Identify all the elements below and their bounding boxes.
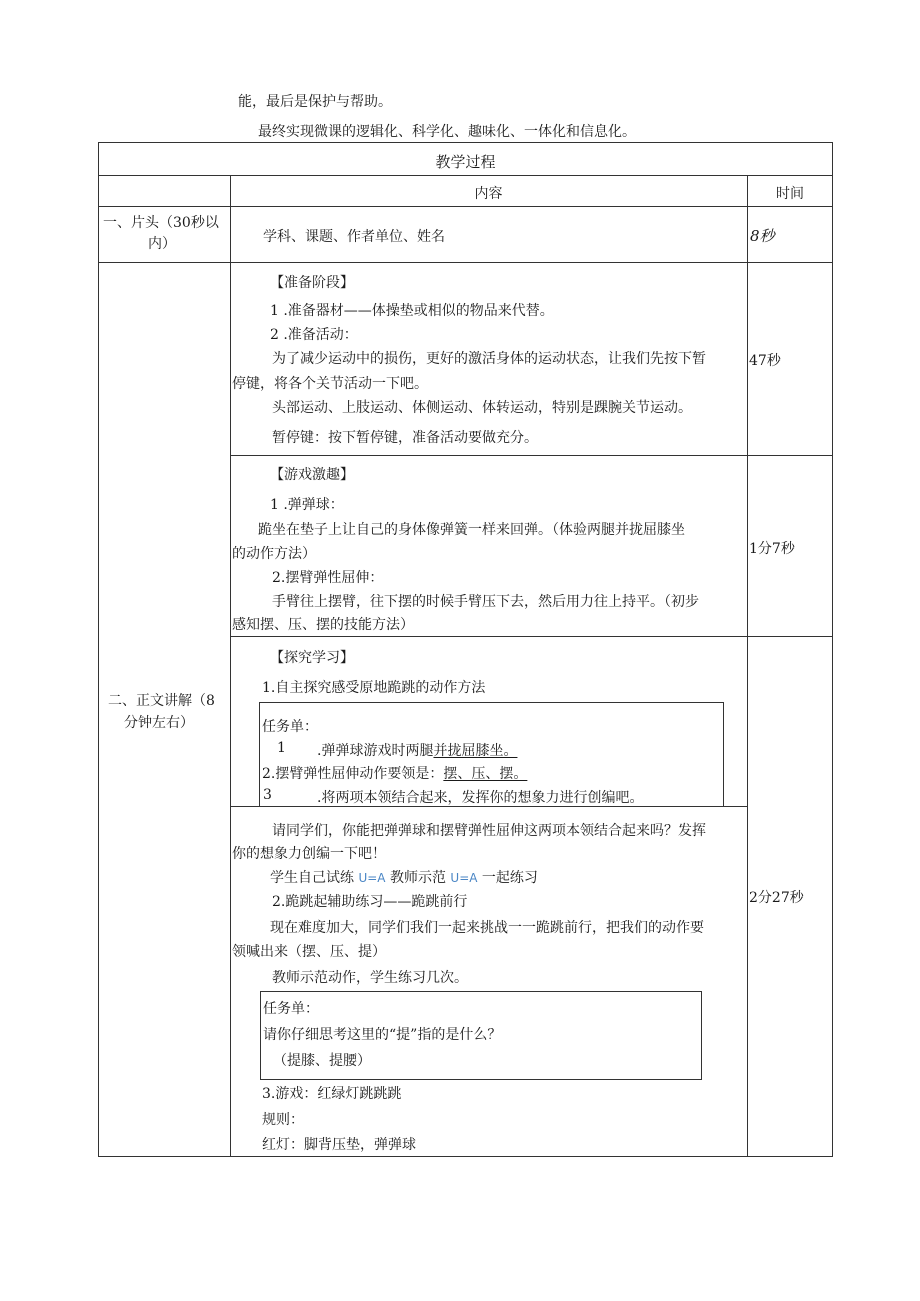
badge-1: U=A — [358, 871, 386, 885]
game-item-1: 1 .弹弹球： — [270, 497, 344, 513]
practice-line — [270, 867, 538, 887]
row1-label-line2: 内） — [148, 236, 176, 252]
task2-title: 任务单： — [263, 1001, 319, 1017]
task2-question: 请你仔细思考这里的“提”指的是什么？ — [263, 1027, 502, 1043]
prep-item-2: 2 .准备活动： — [270, 327, 358, 343]
rules-label: 规则： — [262, 1112, 304, 1128]
game-heading: 【游戏激趣】 — [270, 467, 354, 483]
explore-para3: 教师示范动作，学生练习几次。 — [272, 970, 468, 986]
task3-text: .将两项本领结合起来，发挥你的想象力进行创编吧。 — [317, 790, 644, 806]
prep-para1-line2: 停键，将各个关节活动一下吧。 — [232, 376, 428, 392]
table-title: 教学过程 — [435, 153, 496, 171]
intro-line-2: 最终实现微课的逻辑化、科学化、趣味化、一体化和信息化。 — [258, 124, 636, 140]
practice-a: 学生自己试练 — [270, 870, 354, 886]
explore-item-3: 3.游戏：红绿灯跳跳跳 — [262, 1086, 402, 1102]
practice-c: 一起练习 — [481, 870, 538, 886]
row1-label-line1: 一、片头（30秒以 — [103, 215, 219, 231]
practice-b: 教师示范 — [389, 870, 446, 886]
task1-line — [317, 740, 517, 760]
prep-para1-line1: 为了减少运动中的损伤，更好的激活身体的运动状态，让我们先按下暂 — [272, 351, 706, 367]
task1-underlined: 并拢屈膝坐。 — [433, 743, 518, 759]
section2-label-line2: 分钟左右） — [124, 715, 194, 731]
explore-time: 2分27秒 — [749, 890, 804, 906]
explore-para1-line1: 请同学们，你能把弹弹球和摆臂弹性屈伸这两项本领结合起来吗？发挥 — [272, 823, 706, 839]
task2-underlined: 摆、压、摆。 — [443, 766, 528, 782]
prep-time: 47秒 — [749, 353, 781, 369]
game-para1-line1: 跪坐在垫子上让自己的身体像弹簧一样来回弹。（体验两腿并拢屈膝坐 — [258, 522, 685, 538]
row1-time: 8秒 — [750, 227, 775, 245]
task2-line — [262, 763, 527, 783]
row1-content: 学科、课题、作者单位、姓名 — [263, 229, 445, 245]
game-time: 1分7秒 — [749, 541, 795, 557]
prep-heading: 【准备阶段】 — [270, 275, 354, 291]
intro-line-1: 能，最后是保护与帮助。 — [238, 94, 392, 110]
prep-item-1: 1 .准备器材——体操垫或相似的物品来代替。 — [270, 303, 554, 319]
game-para2-line2: 感知摆、压、摆的技能方法） — [232, 617, 414, 633]
badge-2: U=A — [450, 871, 478, 885]
task1-num: 1 — [277, 740, 286, 756]
explore-para2-line1: 现在难度加大，同学们我们一起来挑战一一跪跳前行，把我们的动作要 — [270, 920, 704, 936]
explore-item-2: 2.跪跳起辅助练习——跪跳前行 — [272, 894, 468, 910]
task1-text: .弹弹球游戏时两腿 — [317, 743, 434, 759]
task3-num: 3 — [263, 787, 272, 803]
explore-item-1: 1.自主探究感受原地跪跳的动作方法 — [262, 680, 486, 696]
prep-para3: 暂停键：按下暂停键，准备活动要做充分。 — [272, 430, 538, 446]
header-time: 时间 — [776, 186, 804, 202]
explore-heading: 【探究学习】 — [270, 650, 354, 666]
prep-para2: 头部运动、上肢运动、体侧运动、体转运动，特别是踝腕关节运动。 — [272, 400, 692, 416]
explore-para2-line2: 领喊出来（摆、压、提） — [232, 944, 386, 960]
game-para1-line2: 的动作方法） — [232, 546, 316, 562]
task2-answer: （提膝、提腰） — [273, 1053, 371, 1069]
game-para2-line1: 手臂往上摆臂，往下摆的时候手臂压下去，然后用力往上持平。（初步 — [272, 594, 699, 610]
task2-text: 2.摆臂弹性屈伸动作要领是： — [262, 766, 444, 782]
section2-label-line1: 二、正文讲解（8 — [108, 693, 215, 709]
explore-para1-line2: 你的想象力创编一下吧！ — [232, 846, 386, 862]
task1-title: 任务单： — [262, 719, 318, 735]
red-light-rule: 红灯：脚背压垫，弹弹球 — [262, 1137, 416, 1153]
game-item-2: 2.摆臂弹性屈伸： — [272, 570, 384, 586]
header-content: 内容 — [474, 186, 503, 202]
